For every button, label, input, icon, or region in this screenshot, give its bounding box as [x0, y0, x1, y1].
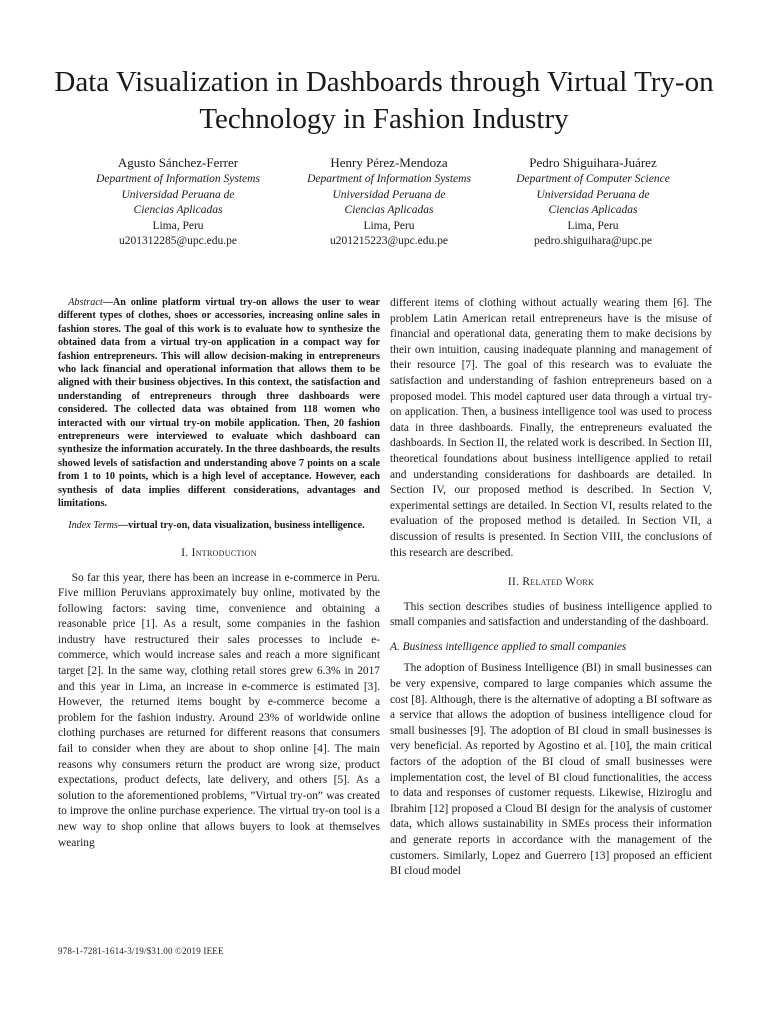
author-university: Universidad Peruana de Ciencias Aplicadas [536, 188, 650, 216]
author-2 [274, 154, 504, 250]
related-work-intro: This section describes studies of business intelligence applied to small companies and satisfaction and understanding of the dashboard. [390, 600, 712, 629]
subsection-heading-bi-small-companies: A. Business intelligence applied to small companies [390, 640, 627, 653]
abstract-text: —An online platform virtual try-on allows the user to wear different types of clothes, shoes or accessories, increasing online sales in fashion stores. The goal of this work is to evaluate how to synthesize the obtained data from a virtual try-on application in a compact way for fashion entrepreneurs. This will allow decision-making in entrepreneurs who lack financial and operational information that allows them to be aligned with their business objectives. In this context, the satisfaction and understanding of entrepreneurs through three dashboards were considered. The collected data was obtained from 118 women who interacted with our virtual try-on mobile application. Then, 20 fashion entrepreneurs were interviewed to evaluate which dashboard can synthesize the information accurately. In the three dashboards, the results showed levels of satisfaction and understanding above 7 points on a scale from 1 to 10 points, which is a high level of acceptance. However, each synthesis of data implies different considerations, advantages and limitations. [58, 297, 380, 510]
author-name: Agusto Sánchez-Ferrer [117, 155, 239, 170]
section-heading-introduction: I. Introduction [181, 546, 257, 559]
author-university: Universidad Peruana de Ciencias Aplicadas [332, 188, 446, 216]
abstract [58, 296, 380, 511]
author-university: Universidad Peruana de Ciencias Aplicadas [121, 188, 235, 216]
author-1 [63, 154, 293, 250]
author-department: Department of Information Systems [307, 173, 471, 185]
index-terms-text: —virtual try-on, data visualization, business intelligence. [117, 519, 365, 531]
author-email: u201215223@upc.edu.pe [330, 235, 448, 247]
index-terms-label: Index Terms [68, 519, 118, 531]
paper-title: Data Visualization in Dashboards through Virtual Try-on Technology in Fashion Industry [54, 66, 714, 135]
introduction-paragraph-continued: different items of clothing without actually wearing them [6]. The problem Latin American retail entrepreneurs have is the misuse of financial and operational data, generating them to make decisions by their own intuition, causing inadequate planning and management of their resource [7]. The goal of this research was to evaluate the satisfaction and understanding of fashion entrepreneurs based on a proposed model. This model captured user data through a virtual try-on application. Then, a business intelligence tool was used to process data in three dashboards. Finally, the entrepreneurs evaluated the dashboards. In Section II, the related work is described. In Section III, theoretical foundations about business intelligence applied to retail and understanding considerations for dashboards are detailed. In Section IV, our proposed method is described. In Section V, experimental settings are detailed. In Section VI, results related to the evaluation of the proposed method is detailed. In Section VII, a discussion of results is presented. In Section VIII, the conclusions of this research are described. [390, 297, 712, 559]
author-location: Lima, Peru [363, 219, 415, 232]
left-column [58, 296, 380, 851]
author-location: Lima, Peru [567, 219, 619, 232]
introduction-paragraph: So far this year, there has been an increase in e-commerce in Peru. Five million Peruvians approximately buy online, motivated by the following factors: saving time, convenience and obtaining a reasonable price [1]. As a result, some companies in the fashion industry have restructured their sales processes to include e-commerce, which would increase sales and reach a more significant target [2]. In the same way, clothing retail stores grew 6.3% in 2017 and this year in Lima, an increase in e-commerce is estimated [3]. However, the returned items bought by e-commerce become a problem for the fashion industry. Around 23% of worldwide online clothing purchases are returned for different reasons that consumers fail to consider when they are about to shop online [4]. The main reasons why consumers return the product are wrong size, product expectations, product defects, late delivery, and others [5]. As a solution to the aforementioned problems, ”Virtual try-on” was created to improve the online purchase experience. The virtual try-on tool is a new way to shop online that allows buyers to look at themselves wearing [58, 571, 380, 849]
author-department: Department of Information Systems [96, 173, 260, 185]
author-email: pedro.shiguihara@upc.pe [534, 235, 652, 247]
copyright-footer: 978-1-7281-1614-3/19/$31.00 ©2019 IEEE [58, 946, 224, 956]
subsection-paragraph: The adoption of Business Intelligence (BI) in small businesses can be very expensive, compared to large companies which assume the cost [8]. Although, there is the alternative of adopting a BI software as a service that allows the adoption of business intelligence cloud for small businesses [9]. The adoption of BI cloud in small businesses is very beneficial. As reported by Agostino et al. [10], the main critical factors of the adoption of the BI cloud of small businesses were implementation cost, the level of BI cloud functionalities, the access to data and responses of customer requests. Likewise, Hiziroglu and Ibrahim [12] proposed a Cloud BI design for the analysis of customer data, which allows sustainability in SMEs process their information and generate reports in accordance with the management of the customers. Similarly, Lopez and Guerrero [13] proposed an efficient BI cloud model [390, 662, 712, 878]
author-email: u201312285@upc.edu.pe [119, 235, 237, 247]
author-department: Department of Computer Science [516, 173, 670, 185]
author-name: Henry Pérez-Mendoza [330, 155, 448, 170]
right-column [390, 296, 712, 880]
author-location: Lima, Peru [152, 219, 204, 232]
index-terms [58, 519, 380, 532]
author-3 [478, 154, 708, 250]
abstract-label: Abstract [68, 297, 103, 308]
author-name: Pedro Shiguihara-Juárez [529, 155, 657, 170]
section-heading-related-work: II. Related Work [507, 576, 595, 589]
